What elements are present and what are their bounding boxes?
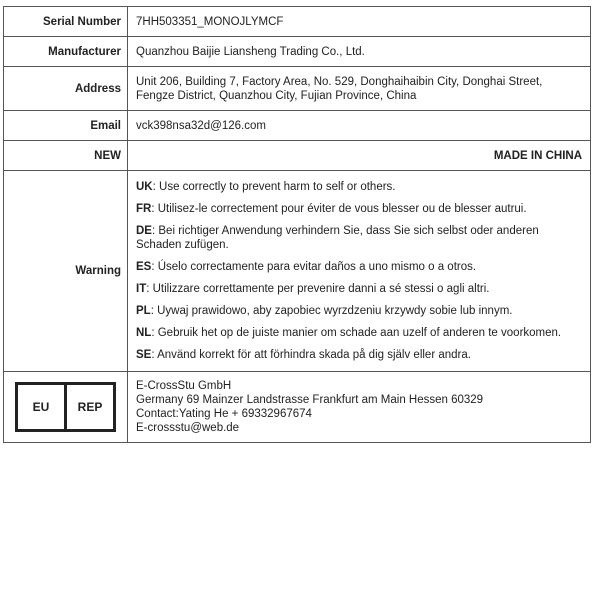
- warning-row: [4, 171, 591, 372]
- eu-rep-row: [4, 372, 591, 443]
- manufacturer-row: [4, 37, 591, 67]
- warning-list: [128, 171, 591, 372]
- email-row: [4, 111, 591, 141]
- address-value: [128, 67, 591, 111]
- warning-text: : Úselo correctamente para evitar daños a uno mismo o a otros.: [151, 261, 477, 273]
- address-row: [4, 67, 591, 111]
- eu-rep-details: [128, 372, 591, 443]
- warning-item-nl: [136, 326, 582, 340]
- warning-code: IT: [136, 283, 147, 295]
- warning-text: : Bei richtiger Anwendung verhindern Sie, dass Sie sich selbst oder anderen Schaden zufügen.: [136, 225, 539, 251]
- serial-number-row: [4, 7, 591, 37]
- warning-item-de: [136, 224, 582, 252]
- manufacturer-label: Manufacturer: [4, 37, 128, 67]
- eu-badge-text: EU: [32, 400, 50, 414]
- eu-rep-badge-cell: [4, 372, 128, 443]
- serial-number-value: 7HH503351_MONOJLYMCF: [128, 7, 591, 37]
- product-info-table: [3, 6, 591, 443]
- warning-item-fr: [136, 202, 582, 216]
- warning-label: Warning: [4, 171, 128, 372]
- email-label: Email: [4, 111, 128, 141]
- warning-item-it: [136, 282, 582, 296]
- warning-text: : Gebruik het op de juiste manier om schade aan uzelf of anderen te voorkomen.: [151, 327, 562, 339]
- warning-code: NL: [136, 327, 152, 339]
- warning-code: PL: [136, 305, 151, 317]
- made-in-china-value: MADE IN CHINA: [128, 141, 591, 171]
- address-line-2: Fengze District, Quanzhou City, Fujian Province, China: [136, 89, 417, 102]
- address-line-1: Unit 206, Building 7, Factory Area, No. 529, Donghaihaibin City, Donghai Street,: [136, 75, 543, 88]
- warning-code: DE: [136, 225, 152, 237]
- warning-text: : Utilisez-le correctement pour éviter de vous blesser ou de blesser autrui.: [151, 203, 527, 215]
- eu-rep-email: E-crossstu@web.de: [136, 422, 240, 434]
- warning-item-pl: [136, 304, 582, 318]
- eu-rep-company: E-CrossStu GmbH: [136, 380, 232, 392]
- warning-code: FR: [136, 203, 152, 215]
- warning-text: : Uywaj prawidowo, aby zapobiec wyrzdzeniu krzywdy sobie lub innym.: [150, 305, 513, 317]
- warning-item-es: [136, 260, 582, 274]
- eu-rep-badge: [15, 382, 116, 432]
- serial-number-label: Serial Number: [4, 7, 128, 37]
- warning-item-uk: [136, 180, 582, 194]
- manufacturer-value: Quanzhou Baijie Liansheng Trading Co., Ltd.: [128, 37, 591, 67]
- address-label: Address: [4, 67, 128, 111]
- new-label: NEW: [4, 141, 128, 171]
- warning-text: : Use correctly to prevent harm to self or others.: [152, 181, 396, 193]
- warning-code: ES: [136, 261, 152, 273]
- rep-badge-text: REP: [64, 385, 113, 429]
- warning-text: : Använd korrekt för att förhindra skada på dig själv eller andra.: [151, 349, 471, 361]
- eu-rep-contact: Contact:Yating He + 69332967674: [136, 408, 312, 420]
- warning-text: : Utilizzare correttamente per prevenire danni a sé stessi o agli altri.: [146, 283, 490, 295]
- email-value: vck398nsa32d@126.com: [128, 111, 591, 141]
- warning-item-se: [136, 348, 582, 362]
- warning-code: SE: [136, 349, 152, 361]
- new-row: [4, 141, 591, 171]
- eu-rep-address: Germany 69 Mainzer Landstrasse Frankfurt am Main Hessen 60329: [136, 394, 484, 406]
- warning-code: UK: [136, 181, 153, 193]
